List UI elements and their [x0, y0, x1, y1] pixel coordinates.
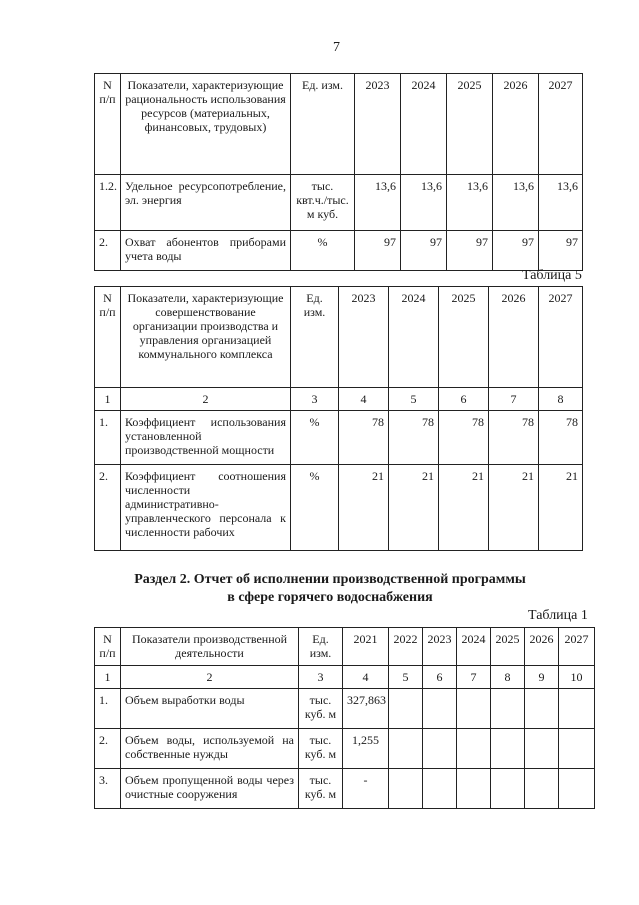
table-row: [95, 175, 583, 231]
table-row: [95, 769, 595, 809]
row-value: [525, 689, 559, 729]
row-value: 21: [389, 465, 439, 551]
header-num: N п/п: [95, 74, 121, 175]
row-value: 97: [539, 231, 583, 271]
row-value: [457, 689, 491, 729]
col-number: 5: [389, 388, 439, 411]
resource-usage-table: [94, 73, 583, 271]
row-value: [559, 689, 595, 729]
row-value: [491, 689, 525, 729]
table-row: [95, 465, 583, 551]
row-value: 78: [539, 411, 583, 465]
col-number: 6: [423, 666, 457, 689]
row-indicator: Объем выработки воды: [121, 689, 299, 729]
row-value: [423, 769, 457, 809]
col-number: 7: [489, 388, 539, 411]
header-year: 2027: [539, 74, 583, 175]
col-number: 1: [95, 388, 121, 411]
row-value: [423, 689, 457, 729]
row-value: [525, 729, 559, 769]
table5-caption: Таблица 5: [522, 268, 582, 283]
section-title-line: в сфере горячего водоснабжения: [227, 590, 433, 605]
header-year: 2025: [439, 287, 489, 388]
row-value: [389, 689, 423, 729]
row-indicator: Объем пропущенной воды через очистные сооружения: [121, 769, 299, 809]
row-value: 21: [339, 465, 389, 551]
col-number: 7: [457, 666, 491, 689]
header-year: 2024: [401, 74, 447, 175]
header-year: 2027: [539, 287, 583, 388]
table-row: [95, 411, 583, 465]
header-indicator: Показатели, характеризующие рациональность использования ресурсов (материальных, финансовых, трудовых): [121, 74, 291, 175]
table5: [94, 286, 583, 551]
row-indicator: Охват абонентов приборами учета воды: [121, 231, 291, 271]
row-value: 327,863: [343, 689, 389, 729]
row-value: 13,6: [447, 175, 493, 231]
row-value: [389, 769, 423, 809]
row-unit: %: [291, 465, 339, 551]
col-number: 4: [339, 388, 389, 411]
row-value: [525, 769, 559, 809]
column-number-row: [95, 388, 583, 411]
table-row: [95, 729, 595, 769]
row-value: -: [343, 769, 389, 809]
row-value: [457, 769, 491, 809]
row-value: 78: [489, 411, 539, 465]
header-year: 2024: [457, 628, 491, 666]
row-unit: тыс. куб. м: [299, 689, 343, 729]
row-value: 78: [389, 411, 439, 465]
row-indicator: Коэффициент соотношения численности административно-управленческого персонала к численности рабочих: [121, 465, 291, 551]
row-value: 13,6: [355, 175, 401, 231]
header-num: N п/п: [95, 628, 121, 666]
header-year: 2026: [525, 628, 559, 666]
section-title-line: Раздел 2. Отчет об исполнении производственной программы: [134, 572, 526, 587]
header-year: 2023: [339, 287, 389, 388]
row-unit: тыс. куб. м: [299, 769, 343, 809]
header-unit: Ед. изм.: [291, 74, 355, 175]
col-number: 2: [121, 388, 291, 411]
row-value: 78: [339, 411, 389, 465]
page-number: 7: [333, 40, 340, 55]
col-number: 6: [439, 388, 489, 411]
row-value: 13,6: [539, 175, 583, 231]
header-indicator: Показатели, характеризующие совершенствование организации производства и управления организацией коммунального комплекса: [121, 287, 291, 388]
header-year: 2023: [423, 628, 457, 666]
section-title: [110, 571, 550, 607]
row-num: 1.: [95, 411, 121, 465]
row-value: 13,6: [493, 175, 539, 231]
table1: [94, 627, 595, 809]
header-num: N п/п: [95, 287, 121, 388]
row-num: 1.: [95, 689, 121, 729]
row-unit: тыс. куб. м: [299, 729, 343, 769]
col-number: 3: [291, 388, 339, 411]
row-value: 97: [401, 231, 447, 271]
row-num: 2.: [95, 231, 121, 271]
table-row: [95, 689, 595, 729]
col-number: 5: [389, 666, 423, 689]
header-year: 2021: [343, 628, 389, 666]
header-year: 2026: [489, 287, 539, 388]
col-number: 8: [539, 388, 583, 411]
header-unit: Ед. изм.: [291, 287, 339, 388]
row-value: [389, 729, 423, 769]
row-unit: %: [291, 231, 355, 271]
row-value: 97: [447, 231, 493, 271]
col-number: 9: [525, 666, 559, 689]
row-value: 21: [439, 465, 489, 551]
row-value: [559, 769, 595, 809]
header-year: 2026: [493, 74, 539, 175]
row-value: [491, 769, 525, 809]
table1-caption: Таблица 1: [528, 608, 588, 623]
header-year: 2025: [447, 74, 493, 175]
col-number: 4: [343, 666, 389, 689]
col-number: 8: [491, 666, 525, 689]
row-value: [559, 729, 595, 769]
header-indicator: Показатели производственной деятельности: [121, 628, 299, 666]
row-value: 13,6: [401, 175, 447, 231]
header-year: 2025: [491, 628, 525, 666]
row-value: [457, 729, 491, 769]
col-number: 3: [299, 666, 343, 689]
row-num: 2.: [95, 465, 121, 551]
row-unit: %: [291, 411, 339, 465]
row-value: 97: [493, 231, 539, 271]
row-value: 78: [439, 411, 489, 465]
row-value: 97: [355, 231, 401, 271]
row-indicator: Удельное ресурсопотребление, эл. энергия: [121, 175, 291, 231]
row-value: 21: [489, 465, 539, 551]
column-number-row: [95, 666, 595, 689]
header-year: 2027: [559, 628, 595, 666]
header-year: 2024: [389, 287, 439, 388]
row-value: 1,255: [343, 729, 389, 769]
col-number: 1: [95, 666, 121, 689]
row-num: 2.: [95, 729, 121, 769]
col-number: 2: [121, 666, 299, 689]
header-unit: Ед. изм.: [299, 628, 343, 666]
row-indicator: Коэффициент использования установленной производственной мощности: [121, 411, 291, 465]
row-unit: тыс. квт.ч./тыс. м куб.: [291, 175, 355, 231]
row-value: 21: [539, 465, 583, 551]
row-num: 1.2.: [95, 175, 121, 231]
col-number: 10: [559, 666, 595, 689]
row-indicator: Объем воды, используемой на собственные нужды: [121, 729, 299, 769]
header-year: 2022: [389, 628, 423, 666]
header-year: 2023: [355, 74, 401, 175]
table-row: [95, 231, 583, 271]
row-num: 3.: [95, 769, 121, 809]
row-value: [491, 729, 525, 769]
row-value: [423, 729, 457, 769]
